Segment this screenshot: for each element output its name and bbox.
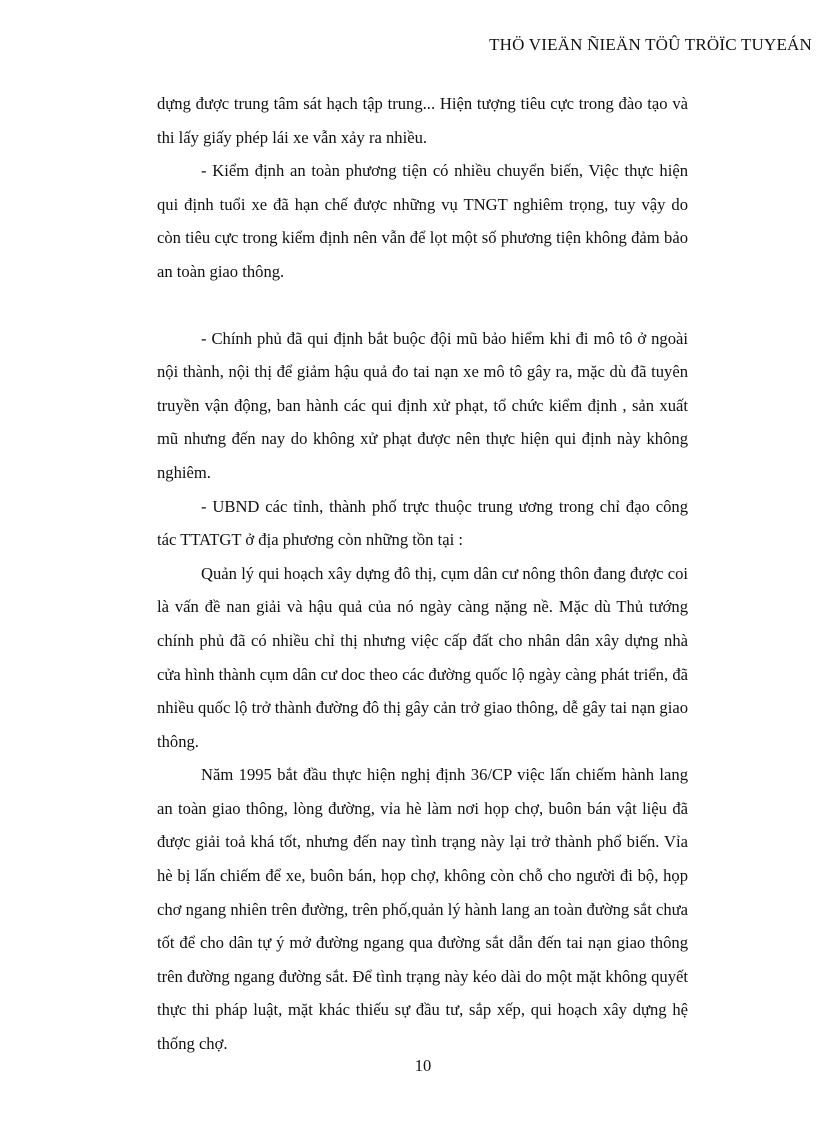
paragraph-2: - Kiểm định an toàn phương tiện có nhiều chuyển biến, Việc thực hiện qui định tuổi xe đã hạn chế được những vụ TNGT nghiêm trọng, tuy vậy do còn tiêu cực trong kiểm định nên vẫn để lọt một số phương tiện không đảm bảo an toàn giao thông. — [157, 161, 688, 281]
document-body — [157, 87, 688, 1061]
paragraph-4: - UBND các tỉnh, thành phố trực thuộc trung ương trong chỉ đạo công tác TTATGT ở địa phương còn những tồn tại : — [157, 496, 688, 550]
paragraph-5: Quản lý qui hoạch xây dựng đô thị, cụm dân cư nông thôn đang được coi là vấn đề nan giải và hậu quả của nó ngày càng nặng nề. Mặc dù Thủ tướng chính phủ đã có nhiều chỉ thị nhưng việc cấp đất cho nhân dân xây dựng nhà cửa hình thành cụm dân cư doc theo các đường quốc lộ ngày càng phát triển, đã nhiều quốc lộ trở thành đường đô thị gây cản trở giao thông, dễ gây tai nạn giao thông. — [157, 563, 688, 751]
paragraph-1: dựng được trung tâm sát hạch tập trung... Hiện tượng tiêu cực trong đào tạo và thi lấy giấy phép lái xe vẫn xảy ra nhiều. — [157, 94, 688, 147]
paragraph-3: - Chính phủ đã qui định bắt buộc đội mũ bảo hiểm khi đi mô tô ở ngoài nội thành, nội thị để giảm hậu quả đo tai nạn xe mô tô gây ra, mặc dù đã tuyên truyền vận động, ban hành các qui định xử phạt, tổ chức kiểm định , sản xuất mũ nhưng đến nay do không xử phạt được nên thực hiện qui định này không nghiêm. — [157, 328, 688, 482]
paragraph-6: Năm 1995 bắt đầu thực hiện nghị định 36/CP việc lấn chiếm hành lang an toàn giao thông, lòng đường, vỉa hè làm nơi họp chợ, buôn bán vật liệu đã được giải toả khá tốt, nhưng đến nay tình trạng này lại trở thành phổ biến. Vỉa hè bị lấn chiếm để xe, buôn bán, họp chợ, không còn chỗ cho người đi bộ, họp chơ ngang nhiên trên đường, trên phố,quản lý hành lang an toàn đường sắt chưa tốt để cho dân tự ý mở đường ngang qua đường sắt dẫn đến tai nạn giao thông trên đường ngang đường sắt. Để tình trạng này kéo dài do một mặt không quyết thực thi pháp luật, mặt khác thiếu sự đầu tư, sắp xếp, qui hoạch xây dựng hệ thống chợ. — [157, 765, 688, 1054]
page-header: THÖ VIEÄN ÑIEÄN TÖÛ TRÖÏC TUYEÁN — [489, 35, 812, 54]
page-number: 10 — [414, 1056, 432, 1075]
